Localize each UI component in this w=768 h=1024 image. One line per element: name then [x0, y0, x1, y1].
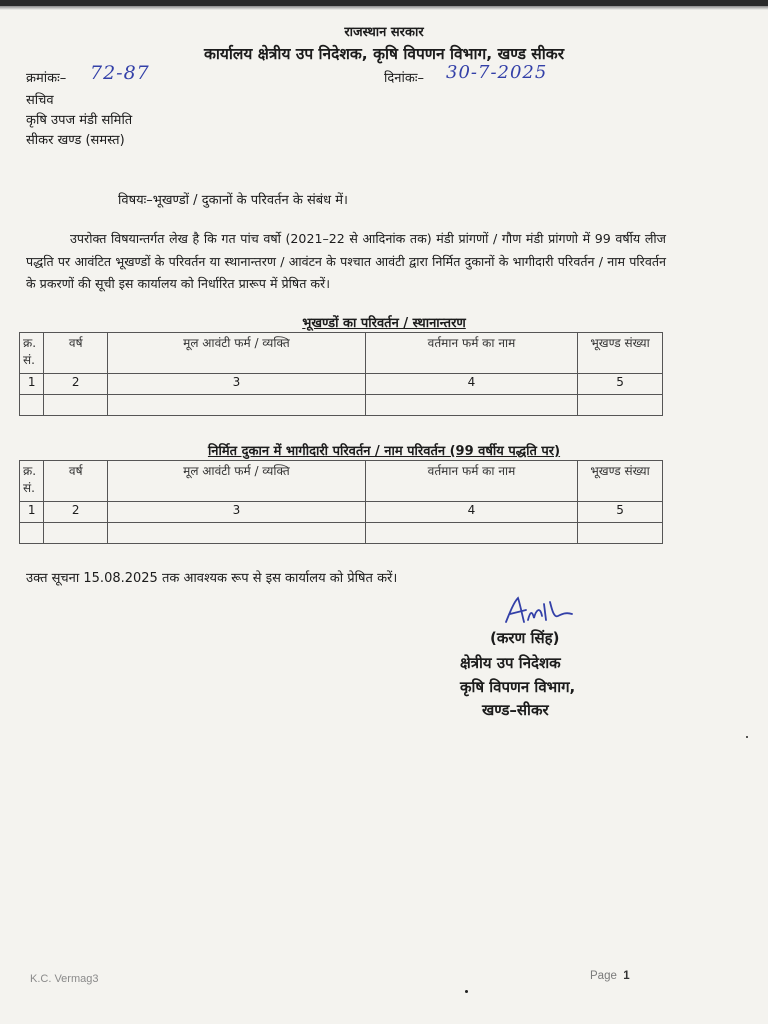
signature-scribble: [500, 594, 580, 630]
table-cell: [578, 395, 663, 416]
page-indicator: [590, 970, 630, 982]
table-row-empty: [20, 395, 663, 416]
body-paragraph: [26, 228, 666, 296]
addressee-line-3: सीकर खण्ड (समस्त): [26, 133, 125, 148]
header-original-allottee: मूल आवंटी फर्म / व्यक्ति: [108, 461, 366, 502]
scan-speck: [465, 990, 468, 993]
header-serial: क्र. सं.: [20, 461, 44, 502]
office-heading: कार्यालय क्षेत्रीय उप निदेशक, कृषि विपणन विभाग, खण्ड सीकर: [203, 45, 565, 63]
table-cell: [20, 523, 44, 544]
table-cell: 5: [578, 374, 663, 395]
table-cell: 2: [44, 502, 108, 523]
table-header-row: [20, 333, 663, 374]
kramank-handwritten-value: 72-87: [90, 62, 150, 84]
body-paragraph-text: उपरोक्त विषयान्तर्गत लेख है कि गत पांच वर्षो (2021–22 से आदिनांक तक) मंडी प्रांगणों / गौण मंडी प्रांगणो में 99 वर्षीय लीज पद्धति पर आवंटित भूखण्डों के परिवर्तन या स्थानान्तरण / आवंटन के पश्चात आवंटी द्वारा निर्मित दुकानों के भागीदारी परिवर्तन / नाम परिवर्तन के प्रकरणों की सूची इस कार्यालय को निर्धारित प्रारूप में प्रेषित करें।: [26, 231, 666, 291]
signatory-division: खण्ड–सीकर: [482, 701, 549, 719]
table2-title: निर्मित दुकान में भागीदारी परिवर्तन / नाम परिवर्तन (99 वर्षीय पद्धति पर): [207, 444, 561, 459]
dinank-label: दिनांकः–: [384, 71, 424, 86]
table-cell: 2: [44, 374, 108, 395]
table-row: [20, 374, 663, 395]
government-heading: राजस्थान सरकार: [344, 25, 424, 40]
table-cell: [108, 395, 366, 416]
table-cell: 4: [365, 502, 577, 523]
table-cell: [578, 523, 663, 544]
header-serial: क्र. सं.: [20, 333, 44, 374]
table-cell: [20, 395, 44, 416]
table-row-empty: [20, 523, 663, 544]
deadline-note: उक्त सूचना 15.08.2025 तक आवश्यक रूप से इस कार्यालय को प्रेषित करें।: [26, 571, 398, 586]
header-year: वर्ष: [44, 461, 108, 502]
scan-top-shadow: [0, 6, 768, 10]
table-cell: 1: [20, 502, 44, 523]
footer-left-text: K.C. Vermag3: [30, 973, 99, 985]
table-header-row: [20, 461, 663, 502]
shop-partnership-change-table: [19, 460, 663, 544]
header-current-firm: वर्तमान फर्म का नाम: [365, 333, 577, 374]
signatory-name: (करण सिंह): [490, 629, 560, 647]
table-cell: 1: [20, 374, 44, 395]
table-cell: 3: [108, 502, 366, 523]
table-cell: 3: [108, 374, 366, 395]
table-cell: [44, 395, 108, 416]
dinank-handwritten-value: 30-7-2025: [446, 62, 548, 83]
header-current-firm: वर्तमान फर्म का नाम: [365, 461, 577, 502]
table-row: [20, 502, 663, 523]
table-cell: 5: [578, 502, 663, 523]
table-cell: [365, 395, 577, 416]
table-cell: [44, 523, 108, 544]
header-plot-number: भूखण्ड संख्या: [578, 333, 663, 374]
kramank-label: क्रमांकः–: [26, 71, 67, 86]
subject-line: विषयः–भूखण्डों / दुकानों के परिवर्तन के संबंध में।: [118, 193, 348, 208]
page-label: Page: [590, 970, 617, 982]
addressee-line-2: कृषि उपज मंडी समिति: [26, 113, 133, 128]
table1-title: भूखण्डों का परिवर्तन / स्थानान्तरण: [302, 316, 466, 331]
table-cell: 4: [365, 374, 577, 395]
table-cell: [108, 523, 366, 544]
signatory-designation: क्षेत्रीय उप निदेशक: [460, 654, 561, 672]
scan-speck: [746, 736, 748, 738]
header-plot-number: भूखण्ड संख्या: [578, 461, 663, 502]
page-number: 1: [623, 970, 630, 982]
signatory-department: कृषि विपणन विभाग,: [460, 678, 576, 696]
addressee-line-1: सचिव: [26, 93, 54, 108]
plots-transfer-table: [19, 332, 663, 416]
table-cell: [365, 523, 577, 544]
header-original-allottee: मूल आवंटी फर्म / व्यक्ति: [108, 333, 366, 374]
header-year: वर्ष: [44, 333, 108, 374]
